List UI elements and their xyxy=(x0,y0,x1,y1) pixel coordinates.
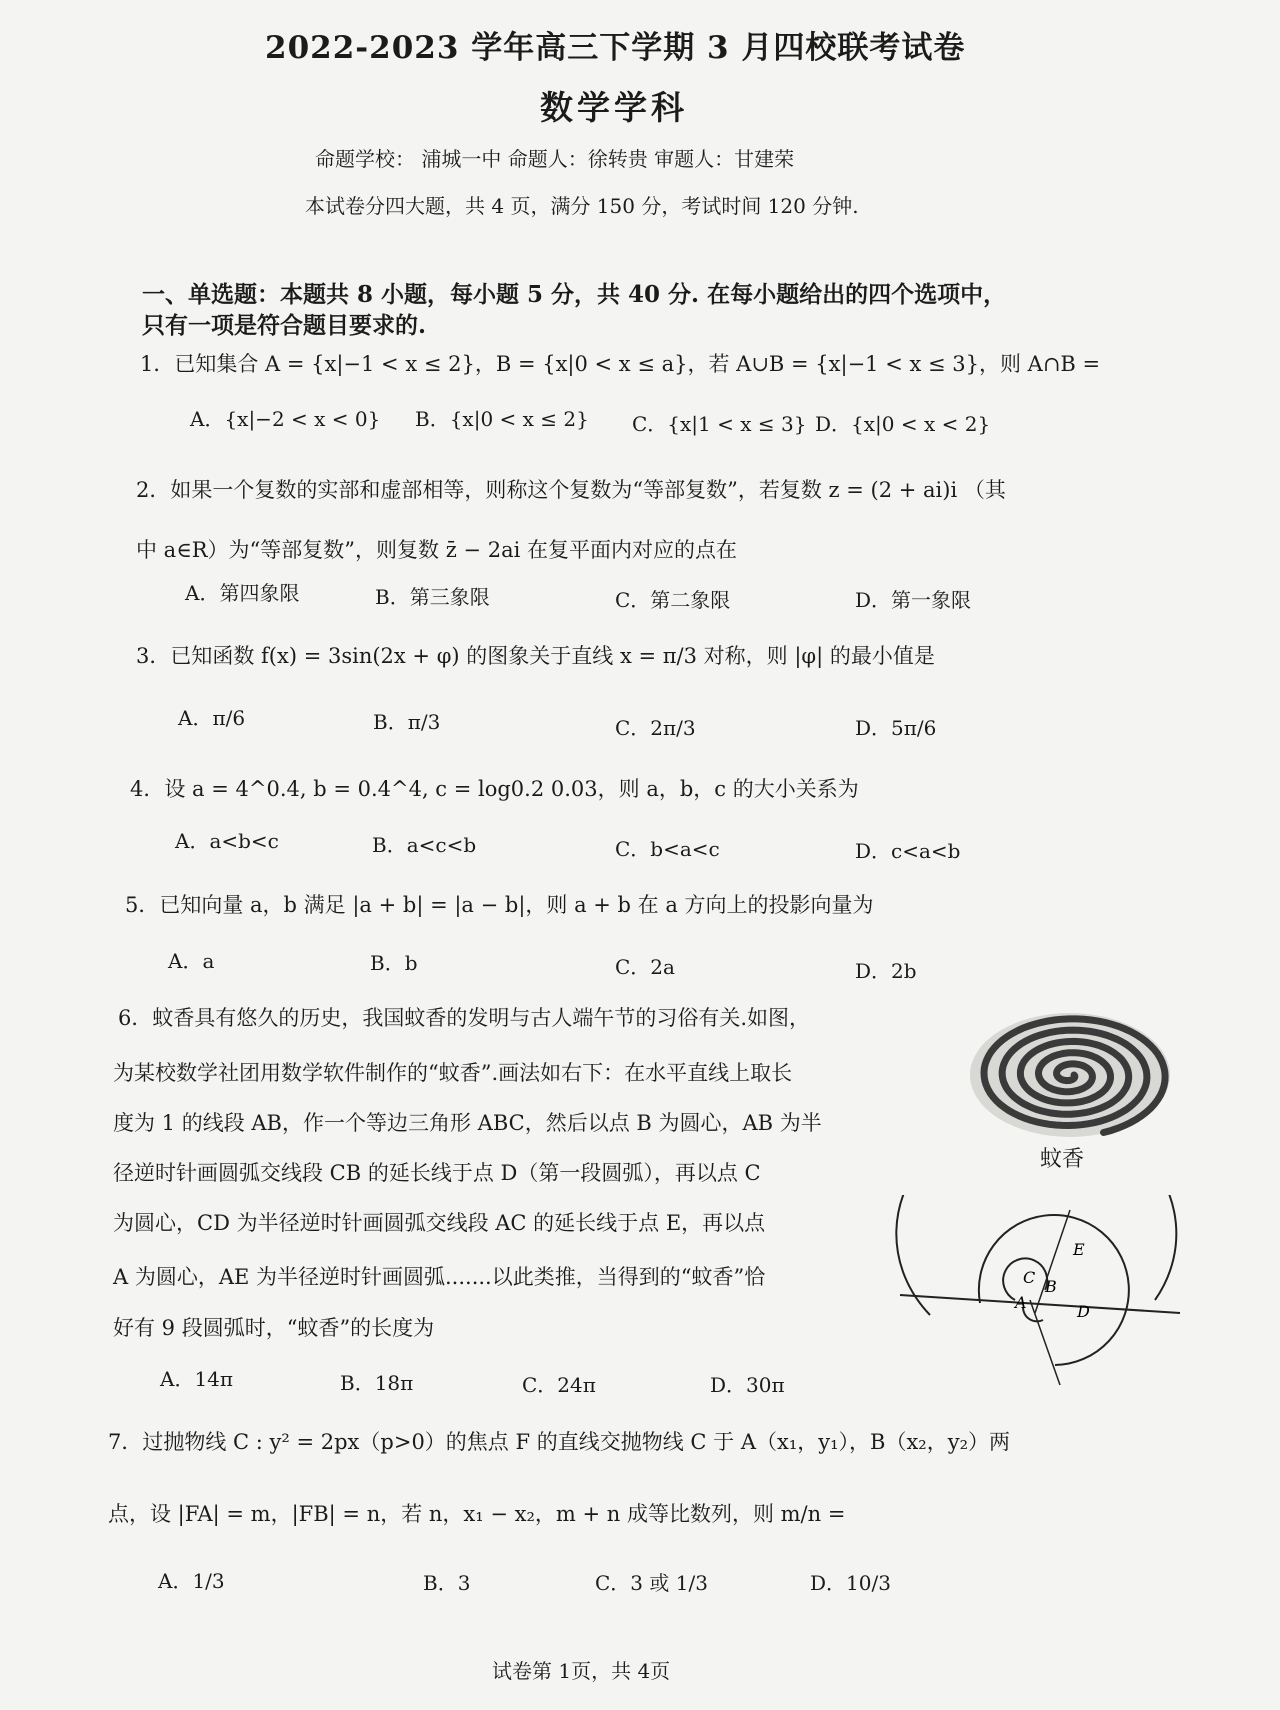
question-7-option-a: A．1/3 xyxy=(158,1569,225,1593)
author-line: 命题学校： 浦城一中 命题人：徐转贵 审题人：甘建荣 xyxy=(315,147,795,171)
question-6-stem-5: 为圆心，CD 为半径逆时针画圆弧交线段 AC 的延长线于点 E，再以点 xyxy=(113,1211,766,1235)
question-6-stem-4: 径逆时针画圆弧交线段 CB 的延长线于点 D（第一段圆弧），再以点 C xyxy=(113,1161,761,1185)
question-4-option-c: C．b<a<c xyxy=(615,837,720,861)
question-6-stem-7: 好有 9 段圆弧时，“蚊香”的长度为 xyxy=(113,1316,435,1340)
subject-title: 数学学科 xyxy=(540,88,688,127)
question-3-option-b: B．π/3 xyxy=(373,710,441,734)
question-1-stem: 1．已知集合 A = {x|−1 < x ≤ 2}，B = {x|0 < x ≤ a}，若 A∪B = {x|−1 < x ≤ 3}，则 A∩B = xyxy=(140,352,1101,376)
question-1-option-d: D．{x|0 < x < 2} xyxy=(815,412,991,436)
mosquito-coil-image xyxy=(965,1005,1175,1155)
section-heading: 一、单选题：本题共 8 小题，每小题 5 分，共 40 分. 在每小题给出的四个选项中， xyxy=(142,281,1007,308)
question-2-option-c: C．第二象限 xyxy=(615,588,731,612)
question-6-option-d: D．30π xyxy=(710,1373,785,1397)
point-label-c: C xyxy=(1023,1268,1036,1287)
question-2-option-b: B．第三象限 xyxy=(375,585,490,609)
section-heading-cont: 只有一项是符合题目要求的. xyxy=(142,312,427,339)
question-7-option-d: D．10/3 xyxy=(810,1571,891,1595)
question-7-stem-cont: 点，设 |FA| = m，|FB| = n，若 n，x₁ − x₂，m + n 成等比数列，则 m/n = xyxy=(108,1502,846,1526)
coil-caption: 蚊香 xyxy=(1040,1147,1085,1172)
question-7-option-b: B．3 xyxy=(423,1571,471,1595)
question-4-option-a: A．a<b<c xyxy=(175,829,279,853)
question-6-stem-6: A 为圆心，AE 为半径逆时针画圆弧.......以此类推，当得到的“蚊香”恰 xyxy=(113,1265,766,1289)
point-label-a: A xyxy=(1015,1293,1027,1312)
question-1-option-a: A．{x|−2 < x < 0} xyxy=(190,407,381,431)
question-5-option-b: B．b xyxy=(370,951,418,975)
question-6-option-b: B．18π xyxy=(340,1371,414,1395)
page-footer: 试卷第 1页，共 4页 xyxy=(492,1659,671,1683)
question-6-stem-3: 度为 1 的线段 AB，作一个等边三角形 ABC，然后以点 B 为圆心，AB 为半 xyxy=(113,1111,822,1135)
question-5-stem: 5．已知向量 a，b 满足 |a + b| = |a − b|，则 a + b 在 a 方向上的投影向量为 xyxy=(125,893,874,917)
question-3-option-d: D．5π/6 xyxy=(855,716,937,740)
question-7-option-c: C．3 或 1/3 xyxy=(595,1571,708,1595)
point-label-e: E xyxy=(1073,1240,1085,1259)
exam-title: 2022-2023 学年高三下学期 3 月四校联考试卷 xyxy=(265,30,966,66)
question-3-stem: 3．已知函数 f(x) = 3sin(2x + φ) 的图象关于直线 x = π/3 对称，则 |φ| 的最小值是 xyxy=(136,644,935,668)
point-label-d: D xyxy=(1077,1302,1090,1321)
question-5-option-d: D．2b xyxy=(855,959,917,983)
question-1-option-b: B．{x|0 < x ≤ 2} xyxy=(415,407,589,431)
spiral-diagram xyxy=(895,1195,1195,1385)
question-6-stem-2: 为某校数学社团用数学软件制作的“蚊香”.画法如右下：在水平直线上取长 xyxy=(113,1061,793,1085)
question-5-option-a: A．a xyxy=(168,949,215,973)
question-2-option-d: D．第一象限 xyxy=(855,588,972,612)
question-3-option-c: C．2π/3 xyxy=(615,716,696,740)
question-2-option-a: A．第四象限 xyxy=(185,581,300,605)
question-3-option-a: A．π/6 xyxy=(178,706,246,730)
exam-info-line: 本试卷分四大题，共 4 页，满分 150 分，考试时间 120 分钟. xyxy=(305,194,859,218)
question-1-option-c: C．{x|1 < x ≤ 3} xyxy=(632,412,807,436)
question-6-option-c: C．24π xyxy=(522,1373,596,1397)
question-2-stem-cont: 中 a∈R）为“等部复数”，则复数 z̄ − 2ai 在复平面内对应的点在 xyxy=(136,538,737,562)
question-7-stem: 7．过抛物线 C : y² = 2px（p>0）的焦点 F 的直线交抛物线 C 于 A（x₁，y₁），B（x₂，y₂）两 xyxy=(108,1430,1011,1454)
question-6-stem: 6．蚊香具有悠久的历史，我国蚊香的发明与古人端午节的习俗有关.如图， xyxy=(118,1006,811,1030)
question-2-stem: 2．如果一个复数的实部和虚部相等，则称这个复数为“等部复数”，若复数 z = (2 + ai)i （其 xyxy=(136,478,1006,502)
question-4-option-b: B．a<c<b xyxy=(372,833,477,857)
question-4-option-d: D．c<a<b xyxy=(855,839,961,863)
question-5-option-c: C．2a xyxy=(615,955,675,979)
question-6-option-a: A．14π xyxy=(160,1367,234,1391)
question-4-stem: 4．设 a = 4^0.4, b = 0.4^4, c = log0.2 0.03，则 a，b，c 的大小关系为 xyxy=(130,777,859,801)
point-label-b: B xyxy=(1045,1277,1057,1296)
